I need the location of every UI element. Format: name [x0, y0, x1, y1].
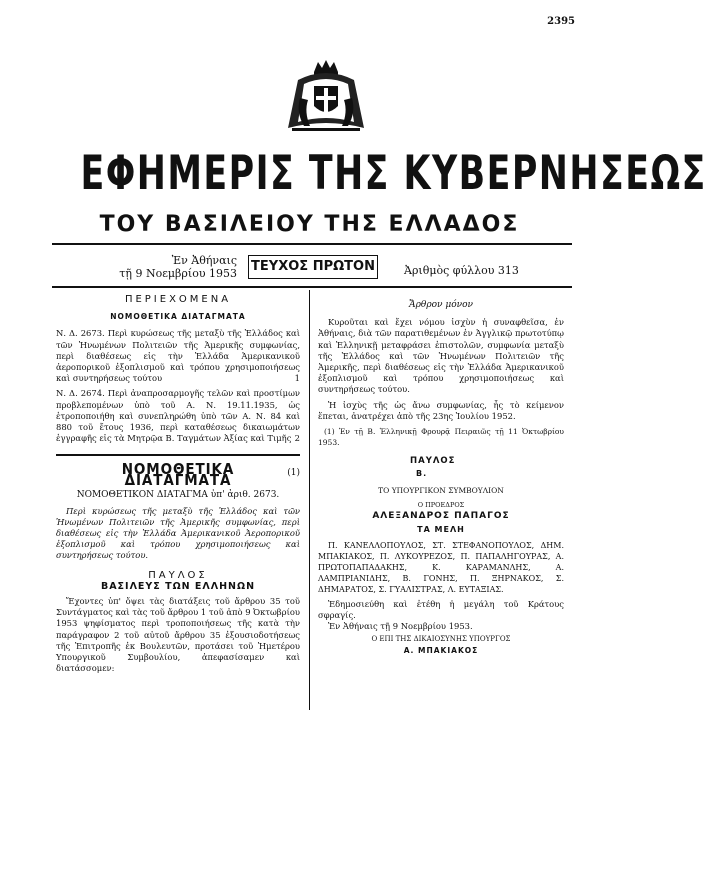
- page-number: 2395: [547, 16, 575, 27]
- contents-entry-text: Ν. Δ. 2673. Περὶ κυρώσεως τῆς μεταξὺ τῆς Ἑλλάδος καὶ τῶν Ἡνωμένων Πολιτειῶν τῆς Ἀμερικῆς συμφωνίας, περὶ διαθέσεως εἰς τὴν Ἑλλάδα Ἀμερικανικοῦ ἀεροπορικοῦ ἐξοπλισμοῦ καὶ τρόπου χρησιμοποιήσεως καὶ συντηρήσεως τούτου: [56, 328, 300, 384]
- justice-minister: Α. ΜΠΑΚΙΑΚΟΣ: [403, 646, 479, 656]
- president-name: ΑΛΕΞΑΝΔΡΟΣ ΠΑΠΑΓΟΣ: [372, 511, 510, 522]
- decree-title: ΝΟΜΟΘΕΤΙΚΟΝ ΔΙΑΤΑΓΜΑ ὑπ' ἀριθ. 2673.: [76, 490, 280, 501]
- signatory-king: ΠΑΥΛΟΣ: [410, 456, 456, 467]
- contents-entry-page: 1: [294, 373, 300, 384]
- issue-rule: [52, 286, 572, 288]
- contents-heading: ΠΕΡΙΕΧΟΜΕΝΑ: [124, 294, 232, 305]
- contents-entry-text: Ν. Δ. 2674. Περὶ ἀναπροσαρμογῆς τελῶν καὶ προστίμων προβλεπομένων ὑπὸ τοῦ Α. Ν. 19.11.1935, ὡς ἐτροποποιήθη καὶ συνεπληρώθη ὑπὸ τῶν Α. Ν. 84 καὶ 880 τοῦ ἔτους 1936, περὶ καταθέσεως δικαιωμάτων ἐγγραφῆς εἰς τὰ Μητρῷα Β. Ταγμάτων Ἀξίας καὶ Τιμῆς: [56, 388, 300, 444]
- footnote-marker: (1): [287, 467, 300, 478]
- signatory-initial: Β.: [416, 468, 428, 478]
- top-rule: [52, 243, 572, 245]
- contents-rule: [56, 454, 300, 456]
- masthead-title: ΕΦΗΜΕΡΙΣ ΤΗΣ ΚΥΒΕΡΝΗΣΕΩΣ: [80, 146, 707, 201]
- article-heading: Ἄρθρον μόνον: [409, 300, 473, 310]
- issue-place-date: [92, 254, 237, 280]
- preamble: Ἔχοντες ὑπ' ὄψει τὰς διατάξεις τοῦ ἄρθρου 35 τοῦ Συντάγματος καὶ τὰς τοῦ ἄρθρου 1 τοῦ ἀπὸ 9 Ὀκτωβρίου 1953 ψηφίσματος περὶ τροποποιήσεως τῆς κατὰ τὴν παράγραφον 2 τοῦ αὐτοῦ ἄρθρου 35 ἐξουσιοδοτήσεως τῆς Ἐπιτροπῆς ἐκ Βουλευτῶν, προτάσει τοῦ Ἡμετέρου Υπουργικοῦ Συμβουλίου, ἀπεφασίσαμεν καὶ διατάσσομεν:: [56, 595, 300, 674]
- issue-sheet-number: Ἀριθμὸς φύλλου 313: [404, 264, 519, 277]
- council-label: ΤΟ ΥΠΟΥΡΓΙΚΟΝ ΣΥΜΒΟΥΛΙΟΝ: [378, 485, 504, 495]
- contents-entry: [56, 328, 300, 384]
- right-column: [318, 300, 564, 657]
- king-title: ΒΑΣΙΛΕΥΣ ΤΩΝ ΕΛΛΗΝΩΝ: [100, 580, 256, 592]
- article-text: Κυροῦται καὶ ἔχει νόμου ἰσχὺν ἡ συναφθεῖσα, ἐν Ἀθήναις, διὰ τῶν παρατιθεμένων ἐν Ἀγγλικῷ πρωτοτύπῳ καὶ Ἑλληνικῇ μεταφράσει ἐπιστολῶν, συμφωνία μεταξὺ τῆς Ἑλλάδος καὶ τῶν Ἡνωμένων Πολιτειῶν τῆς Ἀμερικῆς, περὶ διαθέσεως εἰς τὴν Ἑλλάδα Ἀμερικανικοῦ ἐξοπλισμοῦ καὶ τρόπου χρησιμοποιήσεως καὶ συντηρήσεως τούτου.: [318, 317, 564, 395]
- members-label: ΤΑ ΜΕΛΗ: [417, 525, 465, 535]
- column-divider: [309, 290, 310, 710]
- members-list: Π. ΚΑΝΕΛΛΟΠΟΥΛΟΣ, ΣΤ. ΣΤΕΦΑΝΟΠΟΥΛΟΣ, ΔΗΜ. ΜΠΑΚΙΑΚΟΣ, Π. ΛΥΚΟΥΡΕΖΟΣ, Π. ΠΑΠΑΛΗΓΟΥΡΑΣ, Α. ΠΡΩΤΟΠΑΠΑΔΑΚΗΣ, Κ. ΚΑΡΑΜΑΝΛΗΣ, Α. ΛΑΜΠΡΙΑΝΙΔΗΣ, Β. ΓΟΝΗΣ, Π. ΞΗΡΝΑΚΟΣ, Σ. ΔΗΜΑΡΑΤΟΣ, Σ. ΓΥΑΛΙΣΤΡΑΣ, Λ. ΕΥΤΑΞΙΑΣ.: [318, 540, 564, 595]
- issue-series-box: ΤΕΥΧΟΣ ΠΡΩΤΟΝ: [248, 255, 378, 279]
- contents-entry: [56, 388, 300, 444]
- publication-order: Ἐδημοσιεύθη καὶ ἐτέθη ἡ μεγάλη τοῦ Κράτους σφραγίς.: [318, 598, 564, 620]
- section-heading: ΝΟΜΟΘΕΤΙΚΑ ΔΙΑΤΑΓΜΑΤΑ: [121, 459, 235, 490]
- footnote-text: (1) Ἐν τῇ Β. Ἑλληνικῇ Φρουρᾷ Πειραιῶς τῇ 11 Ὀκτωβρίου 1953.: [318, 427, 564, 448]
- royal-coat-of-arms-emblem: [278, 58, 374, 136]
- issue-date: τῇ 9 Νοεμβρίου 1953: [119, 267, 237, 280]
- contents-entry-page: 2: [294, 433, 300, 444]
- contents-subheading: ΝΟΜΟΘΕΤΙΚΑ ΔΙΑΤΑΓΜΑΤΑ: [110, 312, 246, 322]
- king-name: ΠΑΥΛΟΣ: [148, 569, 208, 581]
- decree-subject: Περὶ κυρώσεως τῆς μεταξὺ τῆς Ἑλλάδος καὶ τῶν Ἡνωμένων Πολιτειῶν τῆς Ἀμερικῆς συμφωνίας, περὶ διαθέσεως εἰς τὴν Ἑλλάδα Ἀμερικανικοῦ Ἀεροπορικοῦ ἐξοπλισμοῦ καὶ τρόπου χρησιμοποιήσεως καὶ συντηρήσεως τούτου.: [56, 505, 300, 561]
- section-heading-row: [56, 459, 300, 490]
- left-column: [56, 294, 300, 674]
- justice-label: Ο ΕΠΙ ΤΗΣ ΔΙΚΑΙΟΣΥΝΗΣ ΥΠΟΥΡΓΟΣ: [371, 635, 511, 644]
- validity-text: Ἡ ἰσχὺς τῆς ὡς ἄνω συμφωνίας, ἧς τὸ κείμενον ἕπεται, ἀνατρέχει ἀπὸ τῆς 23ης Ἰουλίου 1952.: [318, 399, 564, 421]
- place-date: Ἐν Ἀθήναις τῇ 9 Νοεμβρίου 1953.: [328, 621, 473, 632]
- masthead-subtitle: ΤΟΥ ΒΑΣΙΛΕΙΟΥ ΤΗΣ ΕΛΛΑΔΟΣ: [99, 212, 520, 237]
- issue-place: Ἐν Ἀθήναις: [171, 254, 237, 267]
- issue-info-row: [52, 252, 572, 286]
- president-label: Ο ΠΡΟΕΔΡΟΣ: [417, 501, 465, 510]
